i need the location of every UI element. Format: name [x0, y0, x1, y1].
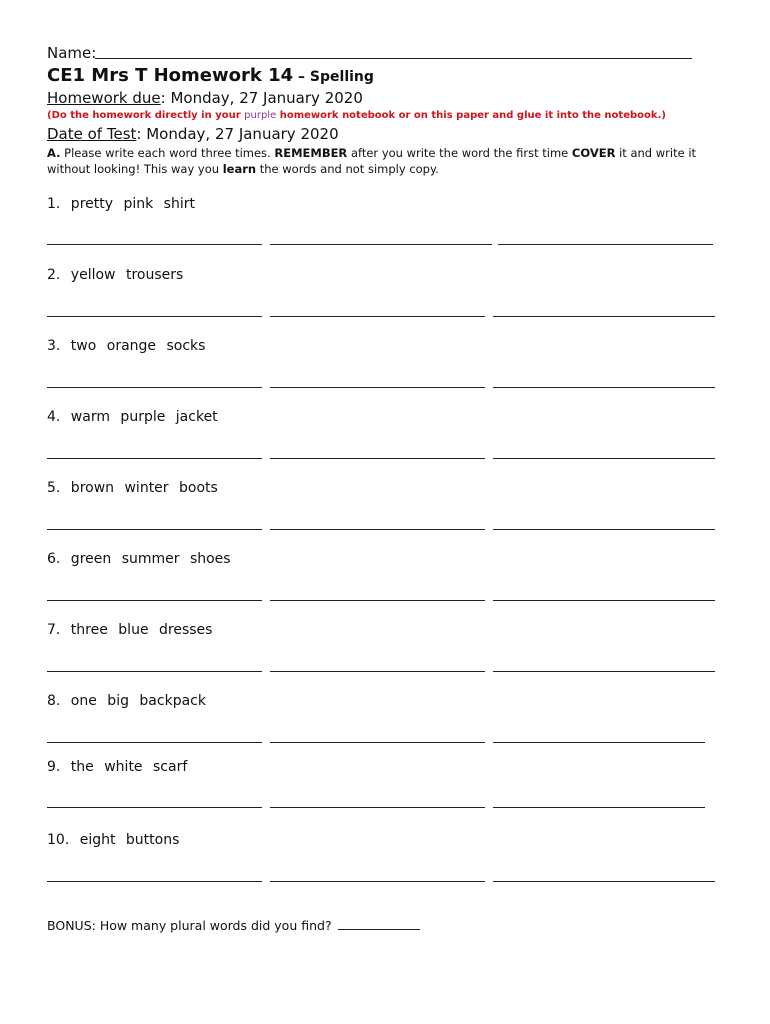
instructions-text-3: it and write it without looking! This way you: [47, 146, 697, 176]
note-text-1: (Do the homework directly in your: [47, 110, 245, 121]
spelling-item: 1. pretty pink shirt: [47, 196, 195, 212]
bonus-question: [47, 917, 420, 933]
name-label: Name:: [47, 44, 97, 62]
answer-line-7c[interactable]: [493, 671, 715, 672]
answer-line-2a[interactable]: [47, 316, 262, 317]
spelling-item: 3. two orange socks: [47, 338, 206, 354]
test-date-label: Date of Test: [47, 125, 137, 143]
name-row: [47, 44, 96, 62]
spelling-item: 9. the white scarf: [47, 759, 188, 775]
answer-line-2c[interactable]: [493, 316, 715, 317]
spelling-item: 8. one big backpack: [47, 693, 206, 709]
answer-line-6c[interactable]: [493, 600, 715, 601]
spelling-item: 4. warm purple jacket: [47, 409, 218, 425]
instructions-text-4: the words and not simply copy.: [256, 162, 439, 176]
page-title: [47, 65, 374, 86]
answer-line-1a[interactable]: [47, 244, 262, 245]
bonus-answer-blank[interactable]: [338, 917, 420, 930]
answer-line-4b[interactable]: [270, 458, 485, 459]
answer-line-7a[interactable]: [47, 671, 262, 672]
answer-line-1b[interactable]: [270, 244, 492, 245]
note-text-2: homework notebook or on this paper and glue it into the notebook.): [276, 110, 666, 121]
answer-line-6a[interactable]: [47, 600, 262, 601]
title-text: CE1 Mrs T Homework 14: [47, 65, 294, 86]
instructions-remember: REMEMBER: [274, 146, 348, 160]
instructions-cover: COVER: [571, 146, 616, 160]
answer-line-9b[interactable]: [270, 807, 485, 808]
answer-line-9a[interactable]: [47, 807, 262, 808]
answer-line-4c[interactable]: [493, 458, 715, 459]
answer-line-3b[interactable]: [270, 387, 485, 388]
instructions-text-1: Please write each word three times.: [60, 146, 275, 160]
bonus-text: BONUS: How many plural words did you find?: [47, 918, 332, 933]
answer-line-7b[interactable]: [270, 671, 485, 672]
answer-line-3a[interactable]: [47, 387, 262, 388]
answer-line-4a[interactable]: [47, 458, 262, 459]
homework-note: [47, 110, 666, 121]
spelling-item: 5. brown winter boots: [47, 480, 218, 496]
answer-line-10b[interactable]: [270, 881, 485, 882]
answer-line-1c[interactable]: [498, 244, 713, 245]
answer-line-6b[interactable]: [270, 600, 485, 601]
homework-due-label: Homework due: [47, 89, 161, 107]
spelling-item: 7. three blue dresses: [47, 622, 213, 638]
answer-line-3c[interactable]: [493, 387, 715, 388]
test-date-value: : Monday, 27 January 2020: [136, 125, 339, 143]
title-dash: –: [293, 69, 310, 85]
instructions: [47, 145, 737, 177]
instructions-learn: learn: [222, 162, 257, 176]
answer-line-10a[interactable]: [47, 881, 262, 882]
homework-due-value: : Monday, 27 January 2020: [160, 89, 363, 107]
spelling-item: 6. green summer shoes: [47, 551, 231, 567]
test-date: [47, 125, 339, 143]
subtitle: Spelling: [309, 69, 374, 85]
answer-line-9c[interactable]: [493, 807, 705, 808]
instructions-letter: A.: [47, 146, 61, 160]
answer-line-2b[interactable]: [270, 316, 485, 317]
answer-line-8a[interactable]: [47, 742, 262, 743]
answer-line-8b[interactable]: [270, 742, 485, 743]
note-purple-word: purple: [244, 110, 277, 121]
answer-line-10c[interactable]: [493, 881, 715, 882]
homework-due: [47, 89, 363, 107]
answer-line-5c[interactable]: [493, 529, 715, 530]
instructions-text-2: after you write the word the first time: [347, 146, 572, 160]
answer-line-5b[interactable]: [270, 529, 485, 530]
answer-line-5a[interactable]: [47, 529, 262, 530]
answer-line-8c[interactable]: [493, 742, 705, 743]
spelling-item: 10. eight buttons: [47, 832, 180, 848]
spelling-item: 2. yellow trousers: [47, 267, 184, 283]
name-blank-line[interactable]: [95, 58, 692, 59]
